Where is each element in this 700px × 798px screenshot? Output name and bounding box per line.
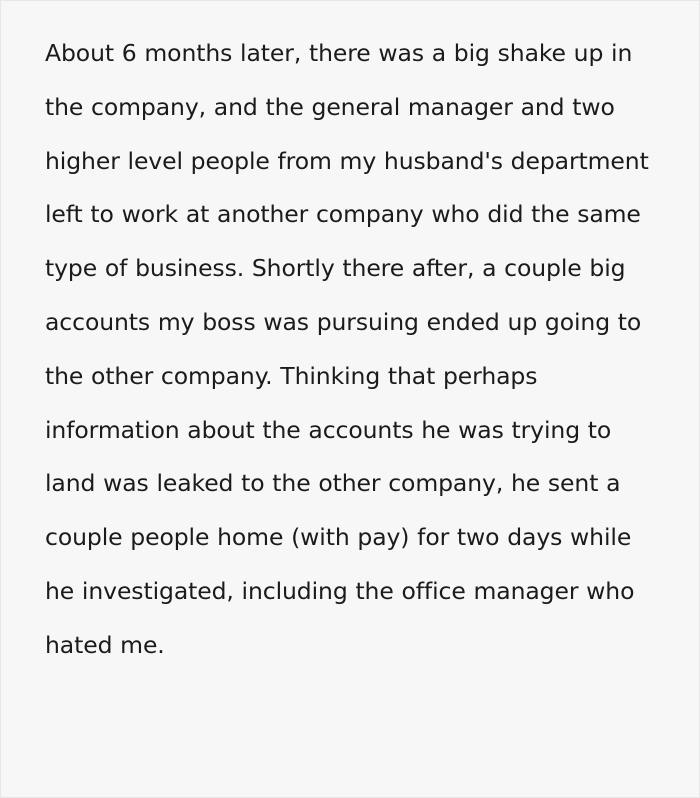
story-paragraph: About 6 months later, there was a big shake up in the company, and the general manager and two higher level people from my husband's department left to work at another company who did the same type of business. Shortly there after, a couple big accounts my boss was pursuing ended up going to the other company. Thinking that perhaps information about the accounts he was trying to land was leaked to the other company, he sent a couple people home (with pay) for two days while he investigated, including the office manager who hated me.	[45, 39, 649, 659]
